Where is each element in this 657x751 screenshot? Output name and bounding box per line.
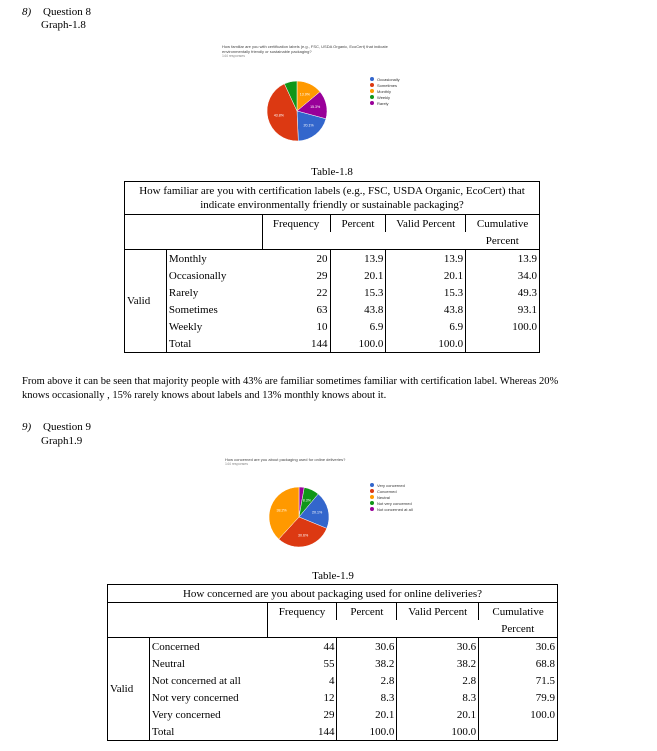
q9-chart-responses: 144 responses [225,462,248,466]
table-header-blank [397,620,479,638]
cell-percent: 43.8 [330,301,386,318]
legend-dot [370,495,374,499]
q8-chart-title-2: environmentally friendly or sustainable packaging? [222,49,312,54]
table-row [125,284,540,301]
cell-percent: 100.0 [330,335,386,353]
q8-table [124,181,540,353]
cell-valid-percent: 100.0 [397,723,479,741]
q9-title: Question 9 [43,421,91,433]
cell-valid-percent: 30.6 [397,638,479,656]
legend-dot [370,95,374,99]
cell-frequency: 10 [262,318,330,335]
legend-dot [370,101,374,105]
q8-table-caption: Table-1.8 [311,166,353,178]
cell-cumulative: 79.9 [479,689,558,706]
legend-label: Monthly [377,88,392,94]
q8-pie-chart [262,76,332,146]
legend-label: Concerned [377,488,397,494]
table-title-row [125,182,540,215]
valid-label: Valid [108,638,150,741]
cell-cumulative [479,723,558,741]
header-valid-percent: Valid Percent [397,603,479,621]
pie-slice-label: 30.6% [297,533,309,538]
row-label: Not very concerned [149,689,267,706]
pie-slice-label: 20.1% [311,510,323,515]
cell-percent: 13.9 [330,250,386,268]
cell-cumulative [466,335,540,353]
table-header-blank [337,620,397,638]
cell-cumulative: 13.9 [466,250,540,268]
cell-cumulative: 93.1 [466,301,540,318]
pie-slice-label: 15.3% [310,105,321,110]
cell-frequency: 29 [267,706,337,723]
cell-frequency: 12 [267,689,337,706]
q9-table [107,584,558,741]
header-frequency: Frequency [267,603,337,621]
table-header-blank [330,232,386,250]
cell-percent: 20.1 [337,706,397,723]
table-header-blank [386,232,466,250]
table-header-row-2 [108,620,558,638]
legend-label: Occasionally [377,76,400,82]
cell-valid-percent: 6.9 [386,318,466,335]
cell-percent: 2.8 [337,672,397,689]
cell-frequency: 55 [267,655,337,672]
cell-percent: 30.6 [337,638,397,656]
cell-cumulative: 100.0 [466,318,540,335]
cell-valid-percent: 100.0 [386,335,466,353]
legend-label: Rarely [377,100,389,106]
cell-frequency: 22 [262,284,330,301]
row-label: Occasionally [166,267,262,284]
row-label: Sometimes [166,301,262,318]
cell-valid-percent: 15.3 [386,284,466,301]
cell-frequency: 63 [262,301,330,318]
legend-item [370,500,413,506]
table-header-blank [267,620,337,638]
cell-valid-percent: 43.8 [386,301,466,318]
table-title-row [108,585,558,603]
header-cumulative: Cumulative [466,215,540,233]
cell-cumulative: 34.0 [466,267,540,284]
header-cumulative-percent: Percent [479,620,558,638]
table-header-blank [125,215,263,233]
q9-legend [370,482,413,512]
header-percent: Percent [337,603,397,621]
legend-dot [370,501,374,505]
header-cumulative-percent: Percent [466,232,540,250]
row-label: Total [166,335,262,353]
analysis-paragraph [22,375,652,403]
table-row [108,638,558,656]
cell-frequency: 44 [267,638,337,656]
row-label: Weekly [166,318,262,335]
pie-slice-label: 13.9% [299,92,310,97]
header-valid-percent: Valid Percent [386,215,466,233]
legend-label: Weekly [377,94,391,100]
q9-chart-header [225,457,455,466]
row-label: Monthly [166,250,262,268]
table-row [125,301,540,318]
q8-graph-label: Graph-1.8 [41,19,86,31]
q8-title: Question 8 [43,6,91,18]
legend-dot [370,83,374,87]
legend-label: Neutral [377,494,390,500]
legend-item [370,100,400,106]
cell-frequency: 29 [262,267,330,284]
header-frequency: Frequency [262,215,330,233]
table-header-row-2 [125,232,540,250]
legend-dot [370,489,374,493]
table-header-row [108,603,558,621]
cell-cumulative: 68.8 [479,655,558,672]
row-label: Very concerned [149,706,267,723]
pie-slice-label: 38.2% [276,508,287,513]
table-row [108,689,558,706]
table-header-blank [108,620,268,638]
q9-pie-chart [264,482,334,552]
legend-dot [370,507,374,511]
cell-percent: 8.3 [337,689,397,706]
q9-table-title [108,585,558,603]
cell-valid-percent: 20.1 [386,267,466,284]
q8-number: 8) [22,6,32,18]
table-row [125,267,540,284]
cell-frequency: 4 [267,672,337,689]
q8-table-title-2: indicate environmentally friendly or sustainable packaging? [200,199,464,211]
pie-slice-label: 8.3% [302,498,311,503]
table-row [108,655,558,672]
legend-item [370,506,413,512]
cell-cumulative: 49.3 [466,284,540,301]
legend-dot [370,77,374,81]
cell-frequency: 20 [262,250,330,268]
q8-chart-title: How familiar are you with certification labels (e.g., FSC, USDA Organic, EcoCert) that indicate [222,44,388,49]
table-header-blank [108,603,268,621]
row-label: Not concerned at all [149,672,267,689]
cell-valid-percent: 13.9 [386,250,466,268]
table-row-total [108,723,558,741]
header-cumulative: Cumulative [479,603,558,621]
cell-frequency: 144 [267,723,337,741]
q9-table-title-1: How concerned are you about packaging used for online deliveries? [182,587,483,600]
legend-label: Sometimes [377,82,398,88]
table-header-row [125,215,540,233]
cell-percent: 20.1 [330,267,386,284]
cell-percent: 38.2 [337,655,397,672]
q9-table-caption: Table-1.9 [312,570,354,582]
legend-label: Very concerned [377,482,405,488]
cell-valid-percent: 38.2 [397,655,479,672]
q9-graph-label: Graph1.9 [41,435,83,447]
cell-valid-percent: 20.1 [397,706,479,723]
pie-slice-label: 43.8% [273,113,285,118]
q8-legend [370,76,400,106]
cell-percent: 100.0 [337,723,397,741]
valid-label: Valid [125,250,167,353]
table-row [125,318,540,335]
paragraph-line-1: From above it can be seen that majority people with 43% are familiar sometimes familiar with certification label. Whereas 20% [22,376,559,387]
table-header-blank [125,232,263,250]
legend-dot [370,89,374,93]
legend-label: Not very concerned [377,500,412,506]
legend-label: Not concerned at all [377,506,413,512]
q8-table-title-1: How familiar are you with certification labels (e.g., FSC, USDA Organic, EcoCert) that [139,185,525,197]
header-percent: Percent [330,215,386,233]
row-label: Concerned [149,638,267,656]
cell-cumulative: 30.6 [479,638,558,656]
table-row [108,672,558,689]
paragraph-line-2: knows occasionally , 15% rarely knows about labels and 13% monthly knows about it. [22,390,387,401]
q9-number: 9) [22,421,32,433]
q8-chart-responses: 144 responses [222,54,245,58]
q9-chart-title: How concerned are you about packaging used for online deliveries? [225,457,346,462]
cell-valid-percent: 2.8 [397,672,479,689]
q8-table-title [125,182,540,215]
q8-chart-header [222,44,452,58]
table-header-blank [262,232,330,250]
table-row [108,706,558,723]
cell-cumulative: 71.5 [479,672,558,689]
table-row [125,250,540,268]
cell-percent: 15.3 [330,284,386,301]
row-label: Neutral [149,655,267,672]
cell-valid-percent: 8.3 [397,689,479,706]
row-label: Total [149,723,267,741]
pie-slice-label: 20.1% [303,123,314,128]
cell-frequency: 144 [262,335,330,353]
cell-percent: 6.9 [330,318,386,335]
legend-dot [370,483,374,487]
table-row-total [125,335,540,353]
cell-cumulative: 100.0 [479,706,558,723]
row-label: Rarely [166,284,262,301]
